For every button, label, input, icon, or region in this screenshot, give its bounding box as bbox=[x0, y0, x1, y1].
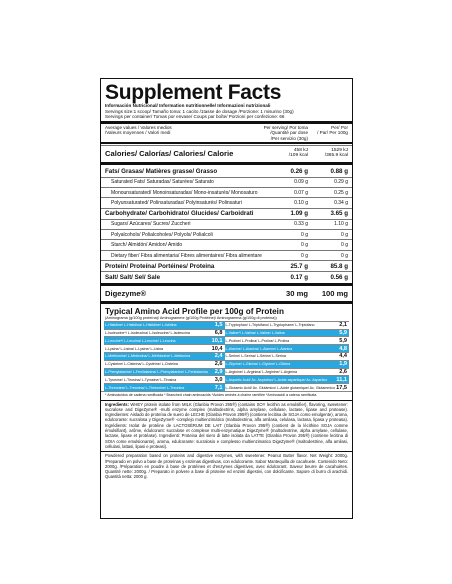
nutrient-per-100g: 0.25 g bbox=[334, 189, 348, 196]
amino-name: L-Histidine/ L-Histidina/ L-Histidine/ L-Istidina bbox=[105, 323, 177, 328]
amino-name: L-Isoleucine*/ L-Isoleucina/ L-Isoleucine/ L-Isoleucina bbox=[105, 331, 190, 336]
amino-row bbox=[104, 329, 225, 337]
nutrient-label: Polyalcohols/ Polialcoholes/ Polyols/ Polialcoli bbox=[111, 231, 213, 238]
nutrient-per-serving: 0.33 g bbox=[294, 221, 308, 228]
calories-row bbox=[101, 145, 352, 161]
amino-name: L-Glycine/ L-Glicina/ L-Glycine/ L-Glicina bbox=[225, 362, 291, 367]
nutrient-row bbox=[101, 197, 352, 207]
amino-footnote: * Aminoácidos de cadena ramificada * Branched chain aminoacids *Acides aminés à chaîne ramifiée *Aminoacidi a catena ramificata bbox=[101, 391, 352, 399]
nutrient-per-serving: 1.09 g bbox=[290, 210, 308, 218]
nutrient-per-serving: 0.07 g bbox=[294, 189, 308, 196]
amino-value: 2,1 bbox=[339, 322, 347, 329]
amino-name: L-Phenylalanine/ L-Fenilalanina/ L-Phénylalanine/ L-Fenilalanina bbox=[105, 370, 208, 374]
nutrient-row bbox=[101, 260, 352, 271]
label-title: Supplement Facts bbox=[105, 81, 282, 104]
calories-100g-kcal: /365.9 kcal bbox=[324, 153, 348, 158]
amino-value: 5,9 bbox=[339, 337, 347, 344]
nutrient-row bbox=[101, 208, 352, 219]
amino-value: 2,6 bbox=[339, 369, 347, 375]
amino-value: 1,9 bbox=[339, 361, 347, 368]
amino-row bbox=[225, 321, 349, 329]
nutrient-list bbox=[101, 166, 352, 283]
nutrient-per-serving: 0 g bbox=[301, 231, 308, 238]
ingredients-text: WHEY protein isolate from MILK (Glanbia Provon 295®) (contains SOY lecithin as emulsifier), flavoring, sweetener: sucralose and DigeZyme® -multi enzyme complex (maltodextrins, alpha amylase, cellulase, lactase, lipase and protease). Ingredientes: Aislado de proteína de suero de LECHE (Glanbia Provon 295®) (contiene lecitina de SOJA como emulgente), aroma, edulcorante: sucralosa y DigeZyme® -complejo multienzimático (maltodextrina, alfa amilasa, celulasa, lactasa, lipasa y proteasa). Ingrédients: Isolat de protéine de LACTOSÉRUM DE LAIT (Glanbia Provon 295®) (contient de la lécithine SOJA comme émulsifiant), arôme, édulcorant: sucralose et complexe multi-enzymatique DigeZyme® (maltodextrine, alpha amylase, cellulase, lactase, lipase et protéase). Ingredienti: Proteina del siero di latte isolata da LATTE (Glanbia Provon 295®) (contiene lecitina di SOIA come emulsionante), aroma, edulcorante: sucralosio e complesso multienzimatico DigeZyme® (maltodestrine, alfa amilasi, cellulasi, lattasi, lipasi e proteasi). bbox=[105, 401, 348, 449]
calories-100g-kj: 1529 kJ bbox=[331, 148, 348, 153]
amino-name: L-Cysteine/ L-Cisteína/ L-Cystéine/ L-Cisteina bbox=[105, 362, 178, 367]
nutrient-per-100g: 0 g bbox=[341, 231, 348, 238]
amino-value: 10,1 bbox=[211, 337, 223, 344]
nutrient-label: Fats/ Grasas/ Matières grasse/ Grasso bbox=[105, 167, 218, 175]
divider bbox=[101, 162, 352, 165]
amino-name: L-Threonine/ L-Treonina/ L-Thréonine/ L-Treonina bbox=[105, 385, 185, 390]
nutrient-per-serving: 0.17 g bbox=[290, 273, 308, 281]
header-col1-line2: /Valeurs moyennes / Valori medi bbox=[105, 130, 171, 136]
nutrient-row bbox=[101, 229, 352, 239]
amino-value: 4,8 bbox=[339, 345, 347, 352]
nutrient-row bbox=[101, 177, 352, 187]
digezyme-label: Digezyme® bbox=[105, 289, 147, 299]
amino-name: L-Serine/ L-Serina/ L-Sérine/ L-Serina bbox=[225, 354, 286, 359]
amino-value: 3,0 bbox=[214, 376, 223, 383]
ingredients-paragraph bbox=[101, 401, 352, 451]
nutrient-per-serving: 0.10 g bbox=[294, 199, 308, 206]
ingredients-label: Ingredients: bbox=[105, 401, 129, 407]
nutrient-row bbox=[101, 250, 352, 260]
nutrient-row bbox=[101, 219, 352, 229]
nutrient-label: Starch/ Almidón/ Amidon/ Amido bbox=[111, 242, 183, 249]
nutrient-row bbox=[101, 239, 352, 249]
nutrient-label: Carbohydrate/ Carbohidrato/ Glucides/ Carboidrati bbox=[105, 210, 254, 218]
amino-value: 4,4 bbox=[339, 353, 347, 360]
divider bbox=[101, 142, 352, 144]
amino-row bbox=[225, 360, 349, 368]
amino-value: 2,6 bbox=[214, 361, 223, 368]
nutrient-per-100g: 0.88 g bbox=[330, 167, 348, 175]
amino-value: 17,5 bbox=[336, 384, 347, 391]
calories-label: Calories/ Calorías/ Calories/ Calorie bbox=[105, 148, 234, 158]
amino-row bbox=[225, 375, 349, 383]
amino-title: Typical Amino Acid Profile per 100g of Protein bbox=[105, 307, 284, 317]
amino-subtitle: (Aminograma (g/100g proteína)/ Aminogramme (g/100g Protéine)/ Aminogramma (g/100g di proteina)) bbox=[105, 316, 277, 321]
header-col3-line2: / Par/ Per 100g bbox=[317, 130, 348, 136]
description-paragraph: Powdered preparation based on proteins and digestive enzymes, with sweetener. Peanut Butter flavor. Net Weight: 2000g. /Preparado en polvo a base de proteínas y enzimas digestivas, con edulcorante. Sabor Mantequilla de cacahuete. Contenido Neto: 2000g. /Préparation en poudre à base de protéines et d'enzymes digestives, avec édulcorant. Saveur beurre de cacahuètes. Quantité nette: 2000g. / Preparato in polvere a base di proteine ed enzimi digestivi, con dolcificante. Sapore di burro di arachidi. Quantità netta: 2000 g. bbox=[105, 453, 348, 480]
amino-name: L-Glutamic Acid/ Ác. Glutámico/ L-Acide glutamique/ Ac. Glutammico bbox=[225, 385, 335, 390]
supplement-facts-label bbox=[100, 78, 353, 519]
nutrient-per-100g: 0.56 g bbox=[330, 273, 348, 281]
divider bbox=[101, 121, 352, 124]
divider bbox=[101, 283, 352, 286]
amino-row bbox=[104, 336, 225, 344]
amino-name: L-Valine*/ L-Valina/ L-Valine/ L-Valina bbox=[225, 331, 285, 336]
amino-value: 1,5 bbox=[214, 322, 223, 329]
header-col3-line1: Per/ Por bbox=[331, 124, 348, 130]
amino-value: 11,1 bbox=[336, 376, 347, 383]
amino-value: 2,4 bbox=[214, 353, 223, 360]
amino-name: L-Aspartic Acid/ Ác. Aspártico/ L-Acide aspartique/ Ac. Aspartico bbox=[225, 377, 328, 382]
nutrient-label: Dietary fiber/ Fibra alimentaria/ Fibres alimentaires/ Fibra alimentare bbox=[111, 252, 262, 259]
nutrient-per-serving: 0 g bbox=[301, 242, 308, 249]
amino-row bbox=[104, 375, 225, 383]
header-col2-line2: /Quantité par dose /Per servizio (30g) bbox=[270, 130, 308, 141]
amino-row bbox=[104, 383, 225, 391]
digezyme-per-100g: 100 mg bbox=[321, 289, 348, 299]
nutrient-label: Polyunsaturated/ Polinsaturadas/ Polyinsaturés/ Polinsaturi bbox=[111, 199, 242, 206]
amino-row bbox=[225, 383, 349, 391]
amino-name: L-Arginine/ L-Arginina/ L-Arginine/ L-Arginina bbox=[225, 370, 298, 374]
amino-row bbox=[225, 352, 349, 360]
amino-name: L-Tyrosine/ L-Tirosina/ L-Tyrosine/ L-Tirosina bbox=[105, 377, 177, 382]
nutrient-per-serving: 0.09 g bbox=[294, 179, 308, 186]
nutrient-label: Sugars/ Azúcares/ Sucres/ Zuccheri bbox=[111, 221, 191, 228]
nutrient-per-100g: 0.34 g bbox=[334, 199, 348, 206]
amino-value: 10,4 bbox=[211, 345, 223, 352]
nutrient-per-100g: 85.8 g bbox=[330, 262, 348, 270]
digezyme-per-serving: 30 mg bbox=[286, 289, 308, 299]
amino-name: L-Tryptophan/ L-Triptófano/ L-Tryptophane/ L-Triptofano bbox=[225, 323, 315, 328]
amino-value: 5,9 bbox=[339, 330, 347, 337]
amino-row bbox=[225, 336, 349, 344]
amino-row bbox=[225, 329, 349, 337]
amino-name: L-Methionine/ L-Metionina/ L-Méthionine/ L-Metionina bbox=[105, 354, 191, 359]
nutrient-per-100g: 3.65 g bbox=[330, 210, 348, 218]
nutrient-per-serving: 0.26 g bbox=[290, 167, 308, 175]
nutrient-label: Protein/ Proteína/ Portéines/ Proteina bbox=[105, 262, 215, 270]
amino-value: 2,9 bbox=[214, 369, 223, 375]
amino-grid bbox=[101, 321, 352, 391]
nutrient-per-100g: 0 g bbox=[341, 242, 348, 249]
nutrient-row bbox=[101, 166, 352, 177]
amino-row bbox=[104, 368, 225, 376]
header-col2-line1: Per serving/ Por toma bbox=[263, 124, 308, 130]
serving-size: Servings size:1 scoop/ Tamaño toma: 1 cacito /1tasse de dosage /Porzione: 1 misurino (30g) bbox=[105, 108, 294, 114]
nutrient-per-serving: 0 g bbox=[301, 252, 308, 259]
servings-per-container: Servings per container/ Tomas por envase/ Coups par boîte/ Porzioni per confezione: 66 bbox=[105, 114, 285, 120]
nutrient-per-100g: 0 g bbox=[341, 252, 348, 259]
nutrient-per-serving: 25.7 g bbox=[290, 262, 308, 270]
divider bbox=[101, 301, 352, 304]
nutrient-per-100g: 1.10 g bbox=[334, 221, 348, 228]
column-header bbox=[101, 125, 352, 141]
amino-value: 7,1 bbox=[214, 384, 223, 391]
amino-name: L-Alanine/ L-Alanina/ L-Alanine/ L-Alanina bbox=[225, 346, 293, 351]
amino-name: L-Leucine*/ L-Leucina/ L-Leucine/ L-Leucina bbox=[105, 338, 176, 343]
nutrient-row bbox=[101, 187, 352, 197]
amino-row bbox=[225, 344, 349, 352]
nutrient-label: Salt/ Salt/ Sel/ Sale bbox=[105, 273, 161, 281]
amino-row bbox=[225, 368, 349, 376]
header-col1-line1: Average values / Valores medios bbox=[105, 124, 172, 130]
calories-serving-kj: 458 kJ bbox=[293, 148, 308, 153]
label-subtitle: Información Nutricional/ Information nutritionnelle/ Informazioni nutrizionali bbox=[105, 103, 271, 108]
amino-name: L-Proline/ L-Prolina/ L-Proline/ L-Prolina bbox=[225, 338, 290, 343]
amino-name: L-Lysine/ L-Lisina/ L-Lysine/ L-Lisina bbox=[105, 346, 164, 351]
nutrient-row bbox=[101, 271, 352, 282]
digezyme-row bbox=[101, 287, 352, 300]
amino-row bbox=[104, 360, 225, 368]
nutrient-label: Monounsaturated/ Monoinsaturadas/ Mono-insaturés/ Monosaturo bbox=[111, 189, 258, 196]
amino-row bbox=[104, 352, 225, 360]
amino-value: 6,8 bbox=[214, 330, 223, 337]
nutrient-per-100g: 0.29 g bbox=[334, 179, 348, 186]
amino-row bbox=[104, 321, 225, 329]
nutrient-label: Saturated Fats/ Saturadas/ Saturées/ Saturato bbox=[111, 179, 214, 186]
amino-row bbox=[104, 344, 225, 352]
calories-serving-kcal: /109 kcal bbox=[288, 153, 308, 158]
